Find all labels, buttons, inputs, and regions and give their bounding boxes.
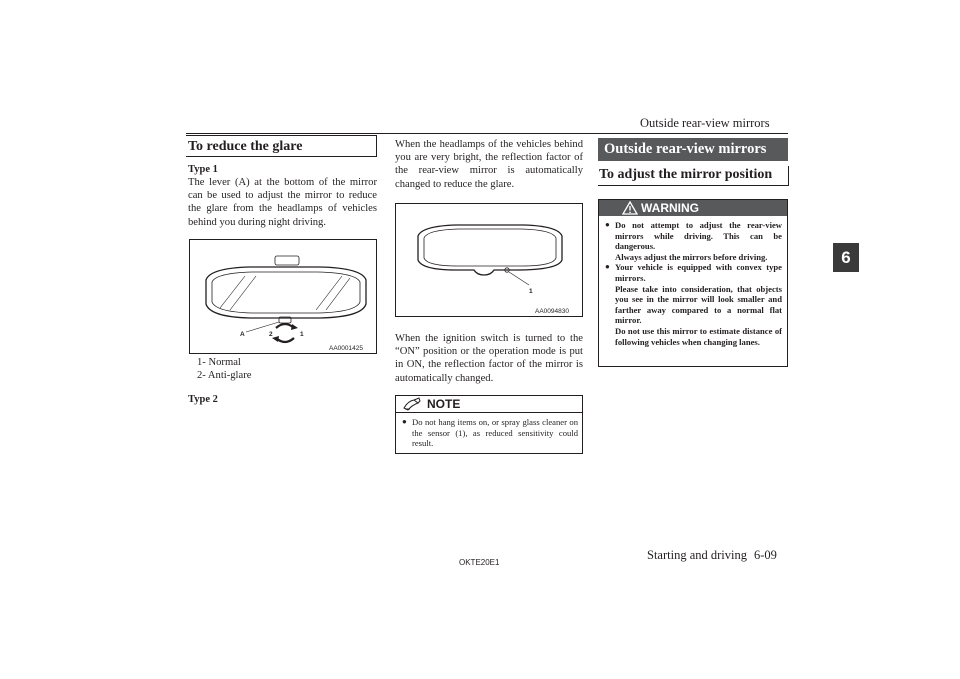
bullet-icon: ● [402,417,407,426]
middle-paragraph-1: When the headlamps of the vehicles behind you are very bright, the reflection factor of the rear-view mirror is automatically changed to reduce the glare. [395,139,583,190]
section-banner: Outside rear-view mirrors [598,138,788,161]
figure1-label-a: A [240,331,245,338]
warning-item-2-line-3: Do not use this mirror to estimate distance of following vehicles when changing lanes. [615,325,782,347]
middle-paragraph-2: When the ignition switch is turned to the “ON” position or the operation mode is put in ON, the reflection factor of the mirror is automatically changed. [395,333,583,384]
warning-item-1-line-2: Always adjust the mirrors before driving. [615,251,768,262]
warning-item-1 [605,220,782,262]
figure2-label-1: 1 [529,288,533,295]
note-pencil-icon [402,397,424,411]
warning-triangle-icon [622,201,638,215]
heading-top-rule [186,135,376,136]
type1-label: Type 1 [188,164,218,175]
note-header [396,396,582,413]
mirror-type1-illustration [190,240,376,353]
note-title: NOTE [427,397,461,411]
warning-item-2 [605,262,782,347]
note-item [396,413,582,449]
note-item-text: Do not hang items on, or spray glass cleaner on the sensor (1), as reduced sensitivity could result. [412,417,578,449]
header-rule [186,133,788,134]
mirror-type2-illustration [396,204,582,316]
heading-bottom-rule [186,156,376,157]
figure-mirror-type1 [189,239,377,354]
note-box [395,395,583,454]
legend-item-normal: 1- Normal [197,357,241,368]
section-heading-adjust-mirror: To adjust the mirror position [599,167,773,182]
heading-side-rule [376,135,377,157]
footer-section: Starting and driving [647,548,747,562]
warning-list [599,216,787,347]
warning-title: WARNING [641,201,699,215]
footer-code: OKTE20E1 [459,558,500,567]
running-header: Outside rear-view mirrors [640,116,770,130]
warning-box [598,199,788,367]
page-number: 6-09 [754,548,777,562]
chapter-tab: 6 [833,243,859,272]
warning-item-2-line-1: Your vehicle is equipped with convex type mirrors. [615,262,782,283]
figure2-code: AA0094830 [535,308,569,315]
figure1-code: AA0001425 [329,345,363,352]
warning-header [599,200,787,216]
figure1-label-1: 1 [300,331,304,338]
warning-item-2-line-2: Please take into consideration, that objects you see in the mirror will look smaller and farther away compared to a normal flat mirror. [615,283,782,326]
figure1-label-2: 2 [269,331,273,338]
section-heading-reduce-glare: To reduce the glare [188,139,303,154]
warning-item-1-line-1: Do not attempt to adjust the rear-view mirrors while driving. This can be dangerous. [615,220,782,252]
heading-bottom-rule-right [598,185,788,186]
bullet-icon: ● [605,220,610,229]
type1-paragraph: The lever (A) at the bottom of the mirror can be used to adjust the mirror to reduce the glare from the headlamps of vehicles behind you during night driving. [188,177,377,228]
heading-side-rule-right [788,166,789,186]
legend-item-anti-glare: 2- Anti-glare [197,370,252,381]
figure-mirror-type2 [395,203,583,317]
bullet-icon: ● [605,262,610,272]
type2-label: Type 2 [188,394,218,405]
